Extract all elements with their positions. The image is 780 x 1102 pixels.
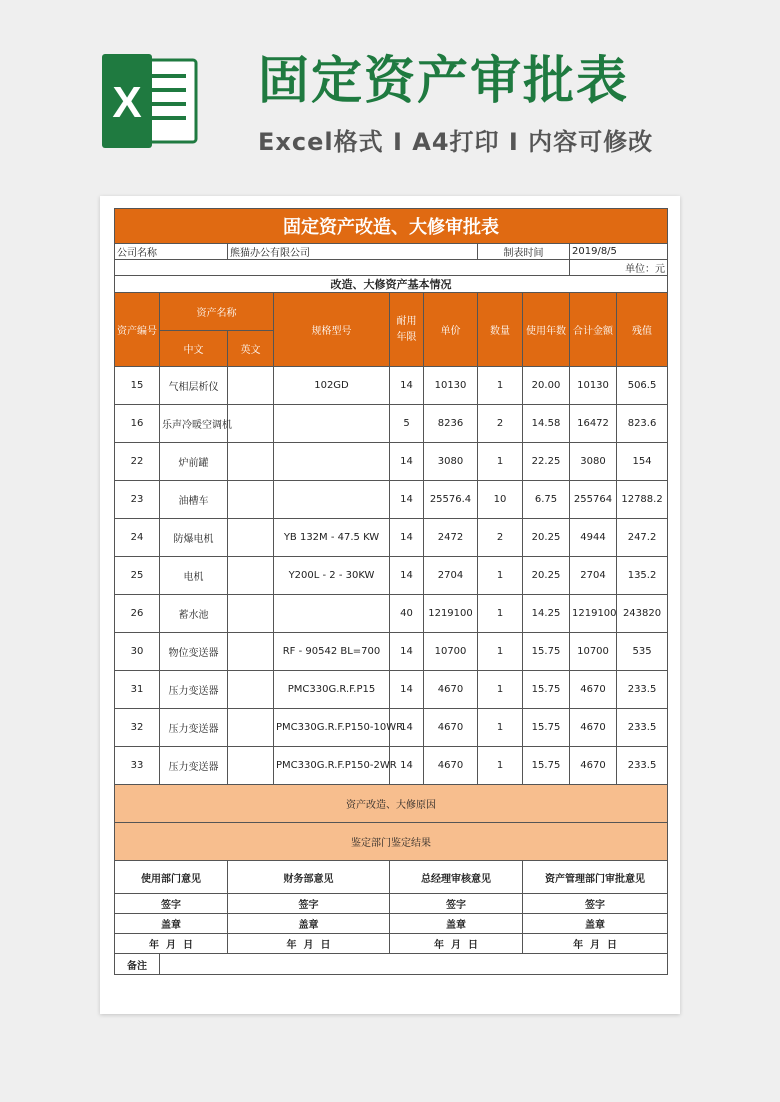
cell-total[interactable]: 2704 xyxy=(570,557,617,595)
cell-name-cn[interactable]: 炉前罐 xyxy=(160,443,228,481)
company-label: 公司名称 xyxy=(115,244,228,260)
cell-name-cn[interactable]: 物位变送器 xyxy=(160,633,228,671)
cell-price[interactable]: 25576.4 xyxy=(424,481,478,519)
cell-name-en[interactable] xyxy=(228,633,274,671)
cell-price[interactable]: 2704 xyxy=(424,557,478,595)
header-total: 合计金额 xyxy=(570,293,617,367)
cell-qty[interactable]: 1 xyxy=(478,709,523,747)
cell-name-cn[interactable]: 气相层析仪 xyxy=(160,367,228,405)
cell-name-en[interactable] xyxy=(228,519,274,557)
table-row xyxy=(115,443,668,481)
table-row xyxy=(115,367,668,405)
cell-qty[interactable]: 1 xyxy=(478,671,523,709)
cell-life[interactable]: 14 xyxy=(390,633,424,671)
cell-qty[interactable]: 2 xyxy=(478,519,523,557)
opinion-user-dept[interactable]: 使用部门意见 xyxy=(115,861,228,894)
cell-asset-no[interactable]: 32 xyxy=(115,709,160,747)
cell-spec[interactable] xyxy=(274,481,390,519)
cell-used-years[interactable]: 15.75 xyxy=(523,709,570,747)
cell-used-years[interactable]: 20.25 xyxy=(523,557,570,595)
cell-qty[interactable]: 2 xyxy=(478,405,523,443)
date-cell[interactable]: 年 月 日 xyxy=(228,934,390,954)
cell-total[interactable]: 10130 xyxy=(570,367,617,405)
sign-cell[interactable]: 签字 xyxy=(115,894,228,914)
cell-asset-no[interactable]: 25 xyxy=(115,557,160,595)
cell-price[interactable]: 2472 xyxy=(424,519,478,557)
cell-asset-no[interactable]: 15 xyxy=(115,367,160,405)
cell-name-cn[interactable]: 防爆电机 xyxy=(160,519,228,557)
cell-total[interactable]: 4670 xyxy=(570,747,617,785)
cell-name-cn[interactable]: 压力变送器 xyxy=(160,671,228,709)
cell-life[interactable]: 14 xyxy=(390,443,424,481)
header-spec: 规格型号 xyxy=(274,293,390,367)
cell-name-cn[interactable]: 蓄水池 xyxy=(160,595,228,633)
cell-used-years[interactable]: 20.25 xyxy=(523,519,570,557)
cell-asset-no[interactable]: 16 xyxy=(115,405,160,443)
cell-life[interactable]: 14 xyxy=(390,747,424,785)
asset-rows xyxy=(115,367,668,785)
cell-spec[interactable]: PMC330G.R.F.P150-10WR xyxy=(274,709,390,747)
cell-used-years[interactable]: 15.75 xyxy=(523,633,570,671)
date-cell[interactable]: 年 月 日 xyxy=(115,934,228,954)
cell-spec[interactable] xyxy=(274,405,390,443)
approval-form-table xyxy=(114,208,668,975)
sign-cell[interactable]: 签字 xyxy=(228,894,390,914)
cell-life[interactable]: 14 xyxy=(390,367,424,405)
cell-residual[interactable]: 233.5 xyxy=(617,747,668,785)
cell-spec[interactable] xyxy=(274,443,390,481)
cell-name-en[interactable] xyxy=(228,557,274,595)
header-life: 耐用年限 xyxy=(390,293,424,367)
cell-used-years[interactable]: 15.75 xyxy=(523,747,570,785)
banner-subtitle: Excel格式 I A4打印 I 内容可修改 xyxy=(258,128,654,156)
appraisal-label[interactable]: 鉴定部门鉴定结果 xyxy=(115,823,668,861)
date-value[interactable]: 2019/8/5 xyxy=(570,244,668,260)
cell-qty[interactable]: 1 xyxy=(478,633,523,671)
cell-qty[interactable]: 1 xyxy=(478,367,523,405)
cell-total[interactable]: 3080 xyxy=(570,443,617,481)
spreadsheet-page xyxy=(100,196,680,1014)
cell-name-en[interactable] xyxy=(228,671,274,709)
cell-residual[interactable]: 535 xyxy=(617,633,668,671)
cell-name-en[interactable] xyxy=(228,443,274,481)
cell-spec[interactable]: PMC330G.R.F.P15 xyxy=(274,671,390,709)
excel-icon xyxy=(100,54,198,148)
cell-asset-no[interactable]: 23 xyxy=(115,481,160,519)
header-cn: 中文 xyxy=(160,331,228,367)
header-asset-name: 资产名称 xyxy=(160,293,274,331)
cell-life[interactable]: 14 xyxy=(390,709,424,747)
cell-qty[interactable]: 1 xyxy=(478,747,523,785)
cell-name-en[interactable] xyxy=(228,747,274,785)
cell-spec[interactable]: Y200L - 2 - 30KW xyxy=(274,557,390,595)
cell-name-cn[interactable]: 油槽车 xyxy=(160,481,228,519)
cell-residual[interactable]: 247.2 xyxy=(617,519,668,557)
cell-name-en[interactable] xyxy=(228,709,274,747)
table-row xyxy=(115,747,668,785)
unit-label: 单位：元 xyxy=(570,260,668,276)
cell-residual[interactable]: 243820 xyxy=(617,595,668,633)
cell-asset-no[interactable]: 33 xyxy=(115,747,160,785)
header-used-years: 使用年数 xyxy=(523,293,570,367)
seal-cell[interactable]: 盖章 xyxy=(228,914,390,934)
cell-total[interactable]: 1219100 xyxy=(570,595,617,633)
table-row xyxy=(115,633,668,671)
cell-total[interactable]: 255764 xyxy=(570,481,617,519)
cell-asset-no[interactable]: 31 xyxy=(115,671,160,709)
cell-price[interactable]: 1219100 xyxy=(424,595,478,633)
remark-label: 备注 xyxy=(115,954,160,975)
cell-name-en[interactable] xyxy=(228,367,274,405)
cell-price[interactable]: 3080 xyxy=(424,443,478,481)
cell-residual[interactable]: 12788.2 xyxy=(617,481,668,519)
cell-qty[interactable]: 1 xyxy=(478,557,523,595)
cell-qty[interactable]: 10 xyxy=(478,481,523,519)
cell-residual[interactable]: 154 xyxy=(617,443,668,481)
date-cell[interactable]: 年 月 日 xyxy=(390,934,523,954)
cell-used-years[interactable]: 6.75 xyxy=(523,481,570,519)
section-title: 改造、大修资产基本情况 xyxy=(115,276,668,293)
seal-cell[interactable]: 盖章 xyxy=(390,914,523,934)
sign-cell[interactable]: 签字 xyxy=(390,894,523,914)
cell-spec[interactable] xyxy=(274,595,390,633)
cell-spec[interactable]: 102GD xyxy=(274,367,390,405)
header-price: 单价 xyxy=(424,293,478,367)
cell-used-years[interactable]: 15.75 xyxy=(523,671,570,709)
cell-used-years[interactable]: 20.00 xyxy=(523,367,570,405)
banner-title: 固定资产审批表 xyxy=(258,52,630,111)
cell-spec[interactable]: PMC330G.R.F.P150-2WR xyxy=(274,747,390,785)
table-row xyxy=(115,595,668,633)
table-row xyxy=(115,519,668,557)
cell-name-cn[interactable]: 压力变送器 xyxy=(160,709,228,747)
cell-price[interactable]: 4670 xyxy=(424,747,478,785)
table-row xyxy=(115,671,668,709)
cell-life[interactable]: 14 xyxy=(390,481,424,519)
cell-total[interactable]: 4670 xyxy=(570,671,617,709)
header-en: 英文 xyxy=(228,331,274,367)
opinion-finance[interactable]: 财务部意见 xyxy=(228,861,390,894)
cell-name-cn[interactable]: 电机 xyxy=(160,557,228,595)
cell-residual[interactable]: 506.5 xyxy=(617,367,668,405)
cell-price[interactable]: 4670 xyxy=(424,709,478,747)
cell-used-years[interactable]: 22.25 xyxy=(523,443,570,481)
cell-asset-no[interactable]: 30 xyxy=(115,633,160,671)
cell-name-en[interactable] xyxy=(228,481,274,519)
cell-name-cn[interactable]: 压力变送器 xyxy=(160,747,228,785)
cell-name-en[interactable] xyxy=(228,405,274,443)
cell-price[interactable]: 10700 xyxy=(424,633,478,671)
seal-cell[interactable]: 盖章 xyxy=(523,914,668,934)
header-qty: 数量 xyxy=(478,293,523,367)
cell-residual[interactable]: 233.5 xyxy=(617,709,668,747)
cell-asset-no[interactable]: 22 xyxy=(115,443,160,481)
cell-used-years[interactable]: 14.25 xyxy=(523,595,570,633)
reason-label[interactable]: 资产改造、大修原因 xyxy=(115,785,668,823)
cell-life[interactable]: 14 xyxy=(390,671,424,709)
table-row xyxy=(115,557,668,595)
cell-qty[interactable]: 1 xyxy=(478,443,523,481)
seal-cell[interactable]: 盖章 xyxy=(115,914,228,934)
header-residual: 残值 xyxy=(617,293,668,367)
banner xyxy=(0,0,780,190)
cell-total[interactable]: 4944 xyxy=(570,519,617,557)
table-row xyxy=(115,405,668,443)
cell-asset-no[interactable]: 24 xyxy=(115,519,160,557)
cell-life[interactable]: 40 xyxy=(390,595,424,633)
table-row xyxy=(115,481,668,519)
header-asset-no: 资产编号 xyxy=(115,293,160,367)
cell-life[interactable]: 14 xyxy=(390,557,424,595)
table-row xyxy=(115,709,668,747)
cell-price[interactable]: 8236 xyxy=(424,405,478,443)
cell-residual[interactable]: 233.5 xyxy=(617,671,668,709)
date-label: 制表时间 xyxy=(478,244,570,260)
cell-asset-no[interactable]: 26 xyxy=(115,595,160,633)
cell-residual[interactable]: 823.6 xyxy=(617,405,668,443)
cell-used-years[interactable]: 14.58 xyxy=(523,405,570,443)
cell-name-cn[interactable]: 乐声冷暖空调机 xyxy=(160,405,228,443)
cell-qty[interactable]: 1 xyxy=(478,595,523,633)
cell-spec[interactable]: YB 132M - 47.5 KW xyxy=(274,519,390,557)
company-name[interactable]: 熊猫办公有限公司 xyxy=(228,244,478,260)
cell-total[interactable]: 16472 xyxy=(570,405,617,443)
cell-name-en[interactable] xyxy=(228,595,274,633)
cell-total[interactable]: 10700 xyxy=(570,633,617,671)
opinion-asset-mgmt[interactable]: 资产管理部门审批意见 xyxy=(523,861,668,894)
opinion-gm[interactable]: 总经理审核意见 xyxy=(390,861,523,894)
sign-cell[interactable]: 签字 xyxy=(523,894,668,914)
cell-total[interactable]: 4670 xyxy=(570,709,617,747)
cell-price[interactable]: 4670 xyxy=(424,671,478,709)
cell-life[interactable]: 5 xyxy=(390,405,424,443)
remark-field[interactable] xyxy=(160,954,668,975)
date-cell[interactable]: 年 月 日 xyxy=(523,934,668,954)
form-title: 固定资产改造、大修审批表 xyxy=(115,209,668,244)
cell-life[interactable]: 14 xyxy=(390,519,424,557)
cell-residual[interactable]: 135.2 xyxy=(617,557,668,595)
excel-icon-letter: X xyxy=(112,78,142,127)
cell-spec[interactable]: RF - 90542 BL=700 xyxy=(274,633,390,671)
cell-price[interactable]: 10130 xyxy=(424,367,478,405)
